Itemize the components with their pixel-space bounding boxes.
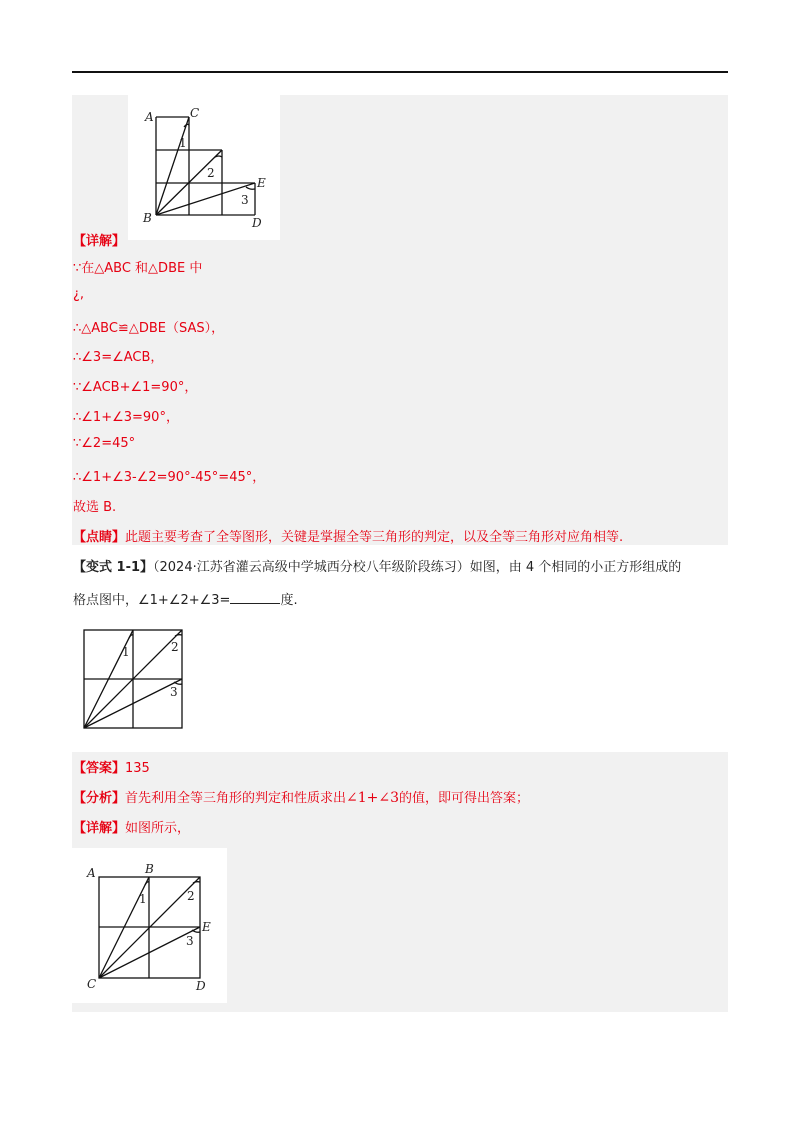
variant-text-3: 度. bbox=[280, 593, 298, 608]
variant-line-2 bbox=[73, 589, 298, 608]
fig3-label-D: D bbox=[196, 979, 206, 993]
solution1-line-4: ∴∠3=∠ACB， bbox=[73, 350, 164, 365]
fig1-label-C: C bbox=[190, 106, 200, 120]
solution1-line-5: ∵∠ACB+∠1=90°， bbox=[73, 380, 198, 395]
fig2-angle-3: 3 bbox=[170, 685, 178, 699]
solution1-line-6: ∴∠1+∠3=90°， bbox=[73, 410, 179, 425]
analysis-math: ∠1+∠3 bbox=[346, 790, 400, 806]
fig1-angle-3: 3 bbox=[241, 193, 249, 207]
figure-1 bbox=[128, 95, 280, 240]
solution1-line-9: 故选 B. bbox=[73, 500, 117, 515]
answer-tag: 【答案】 bbox=[73, 761, 126, 776]
detail-tag-2: 【详解】 bbox=[73, 821, 126, 836]
variant-line-1 bbox=[73, 556, 681, 575]
solution1-line-8: ∴∠1+∠3-∠2=90°-45°=45°， bbox=[73, 470, 266, 485]
variant-text-2: 格点图中，∠1+∠2+∠3= bbox=[73, 593, 231, 608]
fig1-angle-2: 2 bbox=[207, 166, 215, 180]
fig2-angle-2: 2 bbox=[171, 640, 179, 654]
fig3-label-B: B bbox=[145, 862, 154, 876]
analysis-tag: 【分析】 bbox=[73, 791, 126, 806]
detail2-line bbox=[73, 817, 190, 836]
answer-blank bbox=[230, 593, 280, 604]
solution1-line-3: ∴△ABC≌△DBE（SAS）， bbox=[73, 321, 225, 336]
fig1-label-A: A bbox=[145, 110, 154, 124]
comment-line bbox=[73, 526, 623, 545]
answer-line bbox=[73, 757, 150, 776]
analysis-line bbox=[73, 787, 529, 806]
fig1-label-B: B bbox=[143, 211, 152, 225]
detail2-text: 如图所示， bbox=[125, 821, 191, 836]
fig3-angle-3: 3 bbox=[186, 934, 194, 948]
detail-tag-1: 【详解】 bbox=[73, 234, 126, 249]
fig3-angle-2: 2 bbox=[187, 889, 195, 903]
solution1-line-7: ∵∠2=45° bbox=[73, 436, 136, 451]
fig2-angle-1: 1 bbox=[122, 645, 130, 659]
fig3-angle-1: 1 bbox=[139, 892, 147, 906]
analysis-text-1: 首先利用全等三角形的判定和性质求出 bbox=[125, 791, 347, 806]
variant-text-1: （2024·江苏省灌云高级中学城西分校八年级阶段练习）如图，由 4 个相同的小正方形组成的 bbox=[153, 560, 682, 575]
figure-3 bbox=[72, 848, 227, 1003]
fig1-label-E: E bbox=[257, 176, 266, 190]
answer-value: 135 bbox=[125, 761, 150, 776]
header-rule bbox=[72, 71, 728, 73]
fig1-angle-1: 1 bbox=[179, 136, 187, 150]
comment-tag: 【点睛】 bbox=[73, 530, 126, 545]
solution1-line-2: ¿, bbox=[73, 287, 85, 302]
fig3-label-E: E bbox=[202, 920, 211, 934]
analysis-text-2: 的值，即可得出答案； bbox=[399, 791, 530, 806]
fig1-label-D: D bbox=[252, 216, 262, 230]
solution1-line-1: ∵在△ABC 和△DBE 中 bbox=[73, 261, 203, 276]
fig3-label-A: A bbox=[87, 866, 96, 880]
fig3-label-C: C bbox=[87, 977, 97, 991]
comment-text: 此题主要考查了全等图形，关键是掌握全等三角形的判定，以及全等三角形对应角相等. bbox=[125, 530, 624, 545]
variant-tag: 【变式 1-1】 bbox=[73, 560, 154, 575]
figure-2 bbox=[78, 624, 190, 736]
